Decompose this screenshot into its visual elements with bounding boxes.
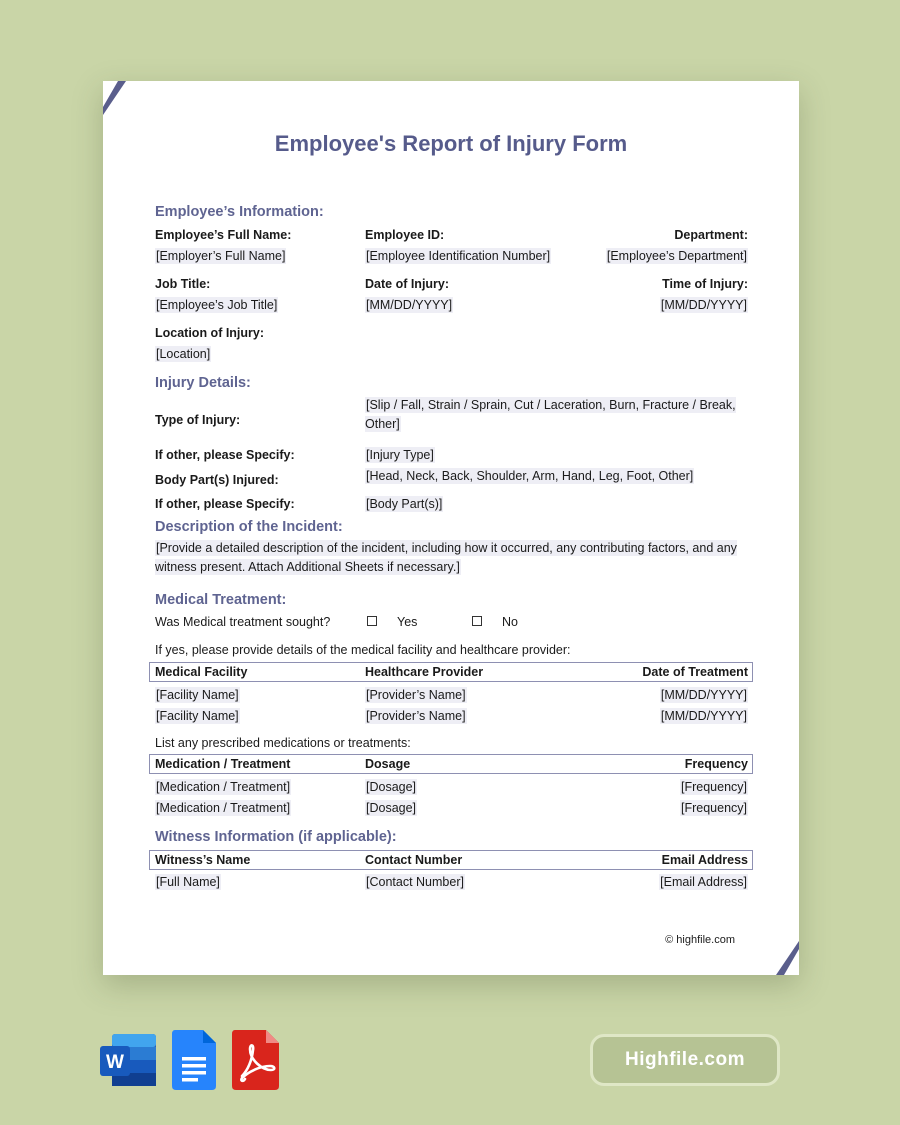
job-title-label: Job Title: xyxy=(155,277,211,291)
witness-name-field[interactable]: [Full Name] xyxy=(156,875,220,889)
contact-col-header: Contact Number xyxy=(365,853,463,867)
facility-name-1[interactable]: [Facility Name] xyxy=(156,688,239,702)
location-field[interactable]: [Location] xyxy=(156,347,211,361)
department-field[interactable]: [Employee’s Department] xyxy=(606,249,747,263)
type-of-injury-field[interactable]: [Slip / Fall, Strain / Sprain, Cut / Laceration, Burn, Fracture / Break, Other] xyxy=(365,398,736,431)
section-witness: Witness Information (if applicable): xyxy=(155,829,397,845)
document-page xyxy=(103,81,799,975)
department-label: Department: xyxy=(674,228,748,242)
section-medical-treatment: Medical Treatment: xyxy=(155,592,287,608)
form-title: Employee's Report of Injury Form xyxy=(274,131,628,156)
frequency-col-header: Frequency xyxy=(684,757,748,771)
facility-name-2[interactable]: [Facility Name] xyxy=(156,709,239,723)
date-of-injury-field[interactable]: [MM/DD/YYYY] xyxy=(366,298,453,312)
body-parts-label: Body Part(s) Injured: xyxy=(155,473,279,487)
dosage-2[interactable]: [Dosage] xyxy=(366,801,417,815)
full-name-label: Employee’s Full Name: xyxy=(155,228,292,242)
provider-name-2[interactable]: [Provider’s Name] xyxy=(366,709,466,723)
word-icon[interactable] xyxy=(100,1030,158,1090)
section-description: Description of the Incident: xyxy=(155,519,343,535)
provider-col-header: Healthcare Provider xyxy=(365,665,484,679)
type-of-injury-wrapper xyxy=(365,396,745,434)
medication-col-header: Medication / Treatment xyxy=(155,757,291,771)
type-of-injury-label: Type of Injury: xyxy=(155,413,241,427)
copyright-note: © highfile.com xyxy=(665,934,735,946)
section-injury-details: Injury Details: xyxy=(155,375,251,391)
badge-label: Highfile.com xyxy=(624,1049,745,1070)
no-label: No xyxy=(502,615,518,629)
dosage-col-header: Dosage xyxy=(365,757,411,771)
medication-1[interactable]: [Medication / Treatment] xyxy=(156,780,291,794)
date-of-injury-label: Date of Injury: xyxy=(365,277,450,291)
body-other-field[interactable]: [Body Part(s)] xyxy=(366,497,443,511)
section-employee-info: Employee’s Information: xyxy=(155,204,324,220)
body-other-label: If other, please Specify: xyxy=(155,497,295,511)
corner-ribbon-bottom-right xyxy=(765,941,799,975)
email-col-header: Email Address xyxy=(661,853,748,867)
body-parts-field[interactable]: [Head, Neck, Back, Shoulder, Arm, Hand, Leg, Foot, Other] xyxy=(366,469,694,483)
treatment-date-2[interactable]: [MM/DD/YYYY] xyxy=(660,709,747,723)
corner-ribbon-top-left xyxy=(103,81,137,115)
highfile-badge[interactable] xyxy=(590,1034,780,1086)
description-wrapper xyxy=(155,539,755,577)
pdf-icon[interactable] xyxy=(232,1030,280,1090)
provider-name-1[interactable]: [Provider’s Name] xyxy=(366,688,466,702)
description-field[interactable]: [Provide a detailed description of the incident, including how it occurred, any contributing factors, and any witness present. Attach Additional Sheets if necessary.] xyxy=(155,541,737,574)
time-of-injury-field[interactable]: [MM/DD/YYYY] xyxy=(660,298,747,312)
job-title-field[interactable]: [Employee’s Job Title] xyxy=(156,298,278,312)
frequency-2[interactable]: [Frequency] xyxy=(680,801,747,815)
full-name-field[interactable]: [Employer’s Full Name] xyxy=(156,249,286,263)
witness-email-field[interactable]: [Email Address] xyxy=(660,875,747,889)
facility-col-header: Medical Facility xyxy=(155,665,248,679)
witness-name-col-header: Witness’s Name xyxy=(155,853,251,867)
time-of-injury-label: Time of Injury: xyxy=(662,277,748,291)
frequency-1[interactable]: [Frequency] xyxy=(680,780,747,794)
google-docs-icon[interactable] xyxy=(172,1030,218,1090)
yes-label: Yes xyxy=(397,615,418,629)
location-label: Location of Injury: xyxy=(155,326,265,340)
employee-id-field[interactable]: [Employee Identification Number] xyxy=(366,249,551,263)
medication-2[interactable]: [Medication / Treatment] xyxy=(156,801,291,815)
witness-contact-field[interactable]: [Contact Number] xyxy=(366,875,464,889)
employee-id-label: Employee ID: xyxy=(365,228,445,242)
facility-prompt: If yes, please provide details of the medical facility and healthcare provider: xyxy=(155,643,571,657)
yes-checkbox[interactable] xyxy=(367,616,377,626)
dosage-1[interactable]: [Dosage] xyxy=(366,780,417,794)
type-other-field[interactable]: [Injury Type] xyxy=(366,448,434,462)
treatment-date-1[interactable]: [MM/DD/YYYY] xyxy=(660,688,747,702)
treatment-date-col-header: Date of Treatment xyxy=(642,665,748,679)
svg-text:W: W xyxy=(106,1052,124,1073)
medications-prompt: List any prescribed medications or treatments: xyxy=(155,736,411,750)
type-other-label: If other, please Specify: xyxy=(155,448,295,462)
medical-question: Was Medical treatment sought? xyxy=(155,615,331,629)
no-checkbox[interactable] xyxy=(472,616,482,626)
